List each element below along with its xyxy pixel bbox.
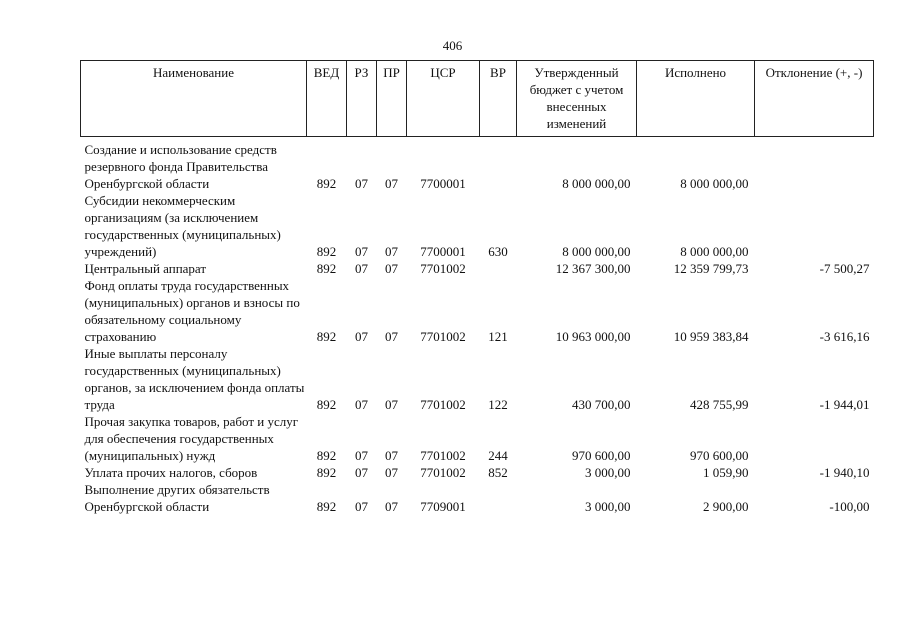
row-executed: 10 959 383,84 — [673, 329, 749, 344]
row-name: Выполнение других обязательств Оренбургской области — [84, 482, 270, 514]
table-row — [81, 277, 874, 345]
row-csr: 7701002 — [420, 448, 466, 463]
row-vr: 630 — [488, 244, 508, 259]
row-name: Фонд оплаты труда государственных (муниципальных) органов и взносы по обязательному социальному страхованию — [84, 278, 300, 344]
row-rz: 07 — [355, 261, 368, 276]
row-name: Иные выплаты персоналу государственных (муниципальных) органов, за исключением фонда оплаты труда — [84, 346, 305, 412]
row-name: Субсидии некоммерческим организациям (за исключением государственных (муниципальных) учреждений) — [84, 193, 281, 259]
row-approved: 8 000 000,00 — [562, 244, 631, 259]
row-vr — [480, 260, 517, 277]
row-deviation — [755, 192, 874, 260]
row-rz: 07 — [355, 244, 368, 259]
table-row — [81, 413, 874, 464]
row-name: Прочая закупка товаров, работ и услуг для обеспечения государственных (муниципальных) нужд — [84, 414, 299, 463]
table-row — [81, 481, 874, 515]
row-deviation — [755, 137, 874, 193]
row-ved: 892 — [316, 329, 337, 344]
row-approved: 3 000,00 — [585, 465, 631, 480]
row-deviation: -1 940,10 — [819, 465, 870, 480]
row-pr: 07 — [385, 397, 398, 412]
row-pr: 07 — [385, 448, 398, 463]
row-csr: 7700001 — [420, 176, 466, 191]
row-executed: 2 900,00 — [703, 499, 749, 514]
row-rz: 07 — [355, 499, 368, 514]
row-name: Уплата прочих налогов, сборов — [84, 465, 258, 480]
row-rz: 07 — [355, 329, 368, 344]
header-pr: ПР — [377, 61, 407, 137]
row-executed: 8 000 000,00 — [680, 244, 749, 259]
row-deviation: -7 500,27 — [819, 261, 870, 276]
row-pr: 07 — [385, 329, 398, 344]
row-vr: 121 — [488, 329, 508, 344]
row-ved: 892 — [316, 261, 337, 276]
row-vr — [480, 481, 517, 515]
row-approved: 3 000,00 — [585, 499, 631, 514]
row-vr: 122 — [488, 397, 508, 412]
row-approved: 10 963 000,00 — [555, 329, 631, 344]
row-name: Центральный аппарат — [84, 261, 207, 276]
row-pr: 07 — [385, 176, 398, 191]
row-pr: 07 — [385, 499, 398, 514]
header-deviation: Отклонение (+, -) — [755, 61, 874, 137]
row-executed: 970 600,00 — [690, 448, 749, 463]
header-vr: ВР — [480, 61, 517, 137]
row-approved: 12 367 300,00 — [555, 261, 631, 276]
header-executed: Исполнено — [637, 61, 755, 137]
row-executed: 1 059,90 — [703, 465, 749, 480]
row-rz: 07 — [355, 448, 368, 463]
row-rz: 07 — [355, 397, 368, 412]
row-rz: 07 — [355, 465, 368, 480]
budget-execution-table — [80, 60, 874, 515]
row-pr: 07 — [385, 465, 398, 480]
table-header — [81, 61, 874, 137]
row-approved: 430 700,00 — [572, 397, 631, 412]
table-row — [81, 345, 874, 413]
row-name: Создание и использование средств резервного фонда Правительства Оренбургской области — [84, 142, 277, 191]
row-csr: 7701002 — [420, 261, 466, 276]
row-executed: 428 755,99 — [690, 397, 749, 412]
page-number: 406 — [442, 38, 463, 53]
row-ved: 892 — [316, 465, 337, 480]
row-ved: 892 — [316, 244, 337, 259]
table-row — [81, 260, 874, 277]
header-csr: ЦСР — [407, 61, 480, 137]
row-csr: 7701002 — [420, 329, 466, 344]
header-ved: ВЕД — [307, 61, 347, 137]
row-pr: 07 — [385, 261, 398, 276]
row-executed: 8 000 000,00 — [680, 176, 749, 191]
row-approved: 8 000 000,00 — [562, 176, 631, 191]
header-rz: РЗ — [347, 61, 377, 137]
row-vr: 244 — [488, 448, 508, 463]
row-ved: 892 — [316, 397, 337, 412]
row-vr: 852 — [488, 465, 508, 480]
table-body — [81, 137, 874, 516]
row-csr: 7701002 — [420, 465, 466, 480]
row-ved: 892 — [316, 499, 337, 514]
row-deviation: -1 944,01 — [819, 397, 870, 412]
table-row — [81, 192, 874, 260]
row-executed: 12 359 799,73 — [673, 261, 749, 276]
table-row — [81, 137, 874, 193]
header-approved-budget: Утвержденный бюджет с учетом внесенных изменений — [517, 61, 637, 137]
row-ved: 892 — [316, 448, 337, 463]
row-rz: 07 — [355, 176, 368, 191]
row-csr: 7700001 — [420, 244, 466, 259]
row-deviation: -3 616,16 — [819, 329, 870, 344]
row-csr: 7701002 — [420, 397, 466, 412]
row-approved: 970 600,00 — [572, 448, 631, 463]
header-name: Наименование — [81, 61, 307, 137]
row-deviation: -100,00 — [829, 499, 870, 514]
row-pr: 07 — [385, 244, 398, 259]
row-ved: 892 — [316, 176, 337, 191]
row-deviation — [755, 413, 874, 464]
table-row — [81, 464, 874, 481]
row-csr: 7709001 — [420, 499, 466, 514]
row-vr — [480, 137, 517, 193]
